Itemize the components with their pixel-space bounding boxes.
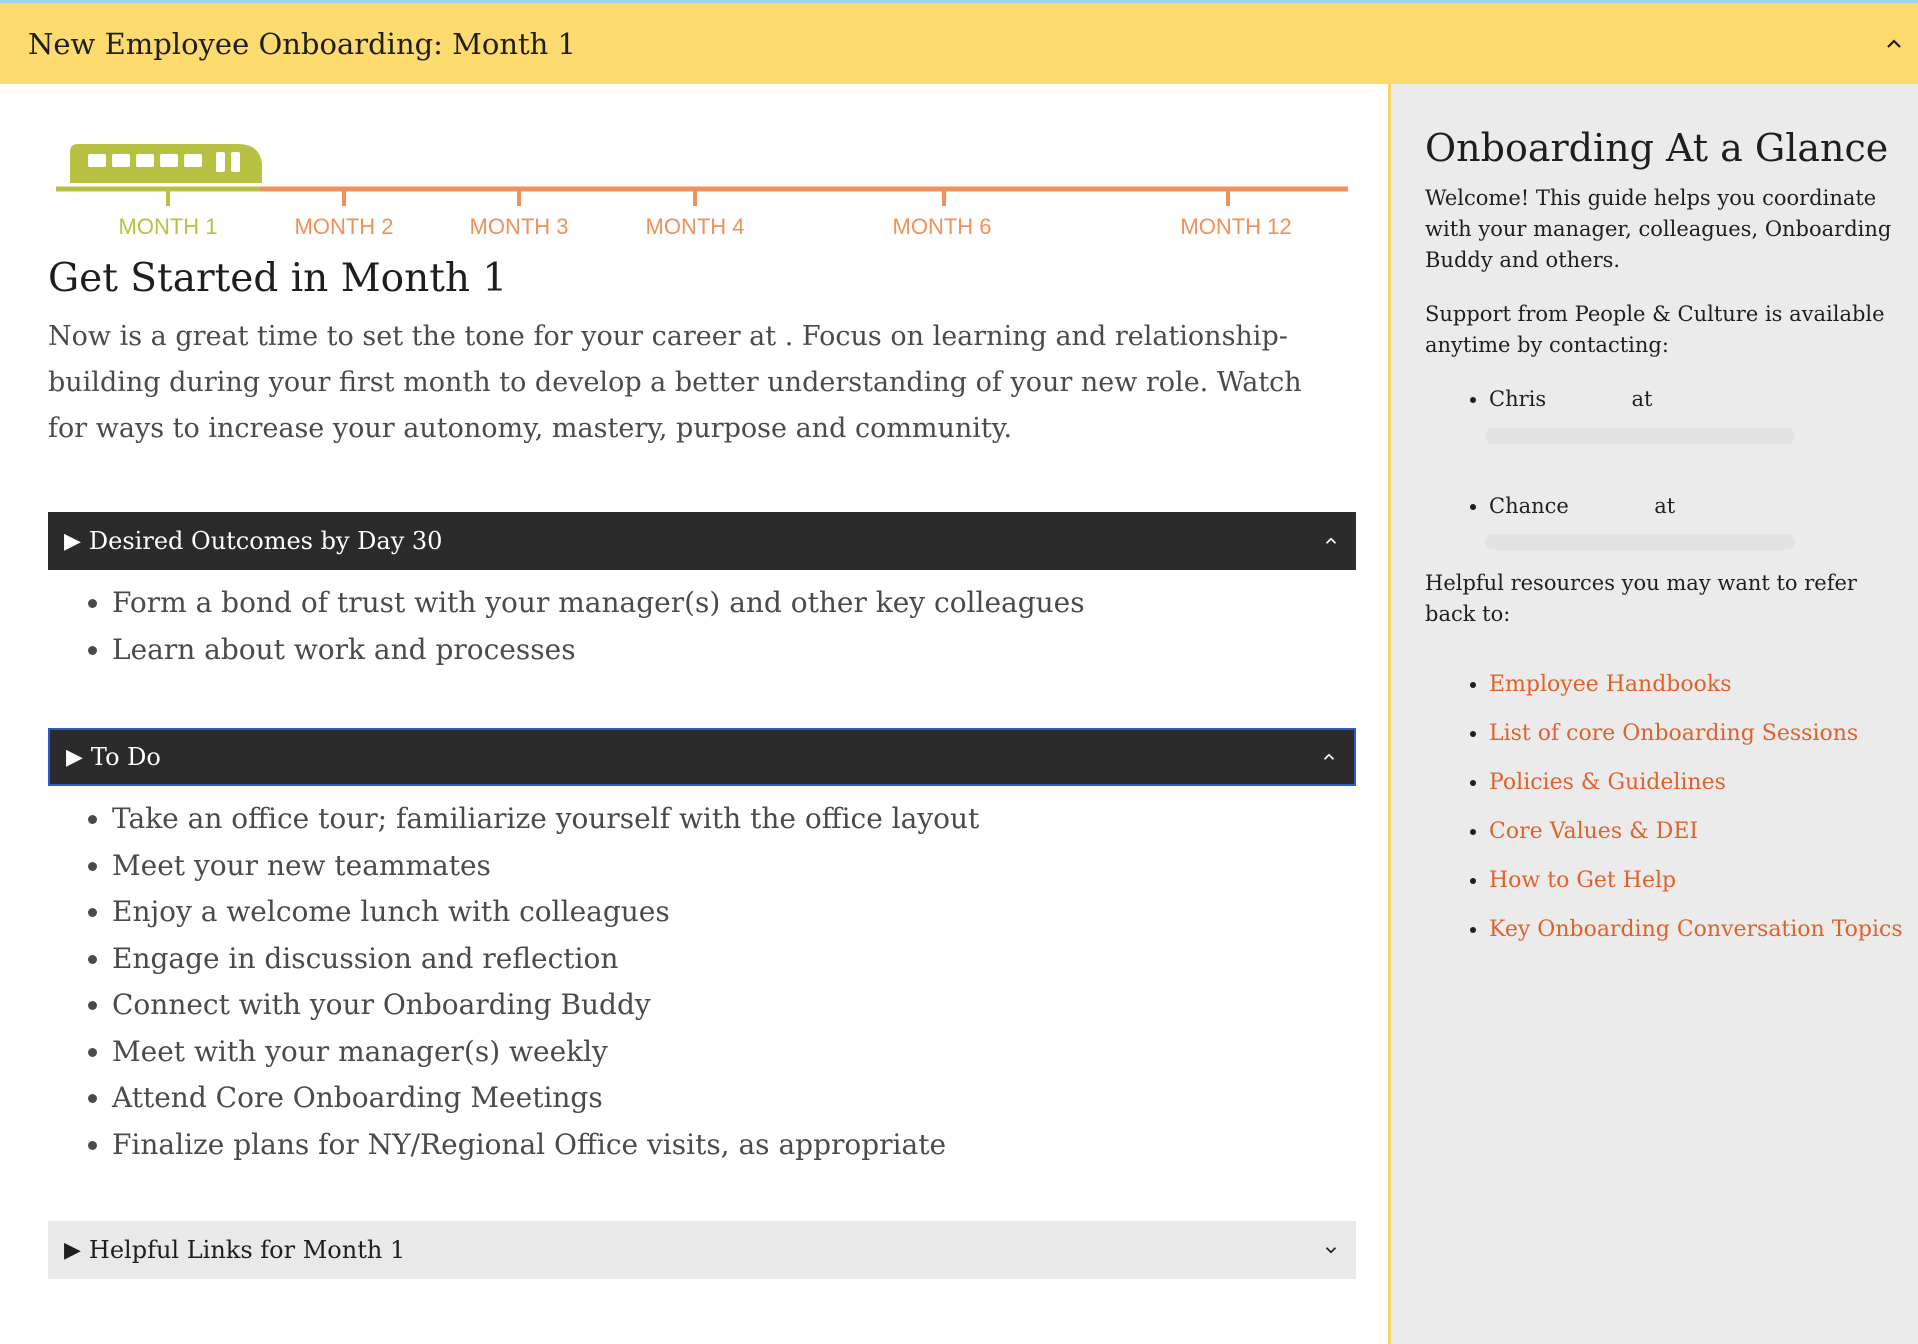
sidebar [1388, 84, 1918, 1344]
accordion-title: To Do [90, 743, 161, 771]
redacted-surname [1576, 496, 1648, 518]
to-do-list [48, 796, 979, 1168]
disclosure-triangle-icon: ▶ [64, 528, 81, 554]
list-item [1489, 709, 1918, 758]
redacted-email [1485, 534, 1795, 550]
sidebar-welcome: Welcome! This guide helps you coordinate with your manager, colleagues, Onboarding Buddy and others. [1425, 186, 1892, 272]
list-item: • Take an office tour; familiarize yourself with the office layout [112, 796, 979, 843]
accordion-to-do[interactable] [48, 728, 1356, 786]
link-core-onboarding-sessions[interactable]: List of core Onboarding Sessions [1489, 721, 1859, 746]
contact-item [1489, 387, 1795, 444]
accordion-title: Desired Outcomes by Day 30 [88, 527, 443, 555]
accordion-title: Helpful Links for Month 1 [88, 1236, 406, 1264]
chevron-up-icon[interactable] [1322, 532, 1340, 550]
disclosure-triangle-icon: ▶ [66, 744, 83, 770]
contact-name: Chance [1489, 493, 1569, 518]
timeline-graphic [48, 112, 1358, 212]
month-timeline [48, 112, 1358, 239]
main-content [0, 84, 1388, 1344]
sidebar-support: Support from People & Culture is available anytime by contacting: [1425, 302, 1885, 357]
contact-suffix: at [1654, 493, 1676, 518]
link-core-values-dei[interactable]: Core Values & DEI [1489, 819, 1699, 844]
list-item [1489, 856, 1918, 905]
list-item: • Meet your new teammates [112, 843, 979, 890]
list-item: • Engage in discussion and reflection [112, 936, 979, 983]
contact-name: Chris [1489, 387, 1547, 411]
chevron-up-icon[interactable] [1320, 748, 1338, 766]
sidebar-title: Onboarding At a Glance [1425, 126, 1889, 170]
list-item: • Finalize plans for NY/Regional Office visits, as appropriate [112, 1122, 979, 1169]
list-item: • Form a bond of trust with your manager(s) and other key colleagues [112, 580, 1085, 627]
list-item: • Connect with your Onboarding Buddy [112, 982, 979, 1029]
list-item [1489, 660, 1918, 709]
timeline-month-3[interactable]: MONTH 3 [469, 214, 569, 239]
list-item: • Attend Core Onboarding Meetings [112, 1075, 979, 1122]
train-icon [70, 144, 262, 183]
link-policies-guidelines[interactable]: Policies & Guidelines [1489, 770, 1726, 795]
timeline-month-1[interactable]: MONTH 1 [118, 214, 218, 239]
timeline-month-4[interactable]: MONTH 4 [645, 214, 745, 239]
link-key-onboarding-topics[interactable]: Key Onboarding Conversation Topics [1489, 917, 1903, 942]
chevron-up-icon[interactable] [1882, 32, 1906, 56]
section-title: Get Started in Month 1 [48, 256, 508, 301]
link-how-to-get-help[interactable]: How to Get Help [1489, 868, 1677, 893]
resource-links-list [1425, 660, 1918, 954]
intro-paragraph: Now is a great time to set the tone for your career at . Focus on learning and relationship-building during your first month to develop a better understanding of your new role. Watch for ways to increase your autonomy, mastery, purpose and community. [48, 321, 1302, 444]
contact-item [1489, 494, 1795, 551]
list-item: • Enjoy a welcome lunch with colleagues [112, 889, 979, 936]
timeline-month-12[interactable]: MONTH 12 [1180, 214, 1292, 239]
accordion-helpful-links[interactable] [48, 1221, 1356, 1279]
timeline-month-6[interactable]: MONTH 6 [892, 214, 992, 239]
list-item: • Meet with your manager(s) weekly [112, 1029, 979, 1076]
list-item [1489, 807, 1918, 856]
desired-outcomes-list [48, 580, 1085, 673]
list-item [1489, 905, 1918, 954]
redacted-surname [1553, 390, 1625, 412]
page-header[interactable] [0, 0, 1918, 84]
accordion-desired-outcomes[interactable] [48, 512, 1356, 570]
chevron-down-icon[interactable] [1322, 1241, 1340, 1259]
list-item [1489, 758, 1918, 807]
disclosure-triangle-icon: ▶ [64, 1237, 81, 1263]
timeline-month-2[interactable]: MONTH 2 [294, 214, 394, 239]
link-employee-handbooks[interactable]: Employee Handbooks [1489, 672, 1732, 697]
page-title: New Employee Onboarding: Month 1 [28, 26, 576, 61]
redacted-email [1485, 428, 1795, 444]
contact-suffix: at [1631, 387, 1653, 411]
sidebar-resources-intro: Helpful resources you may want to refer back to: [1425, 571, 1857, 626]
list-item: • Learn about work and processes [112, 627, 1085, 674]
